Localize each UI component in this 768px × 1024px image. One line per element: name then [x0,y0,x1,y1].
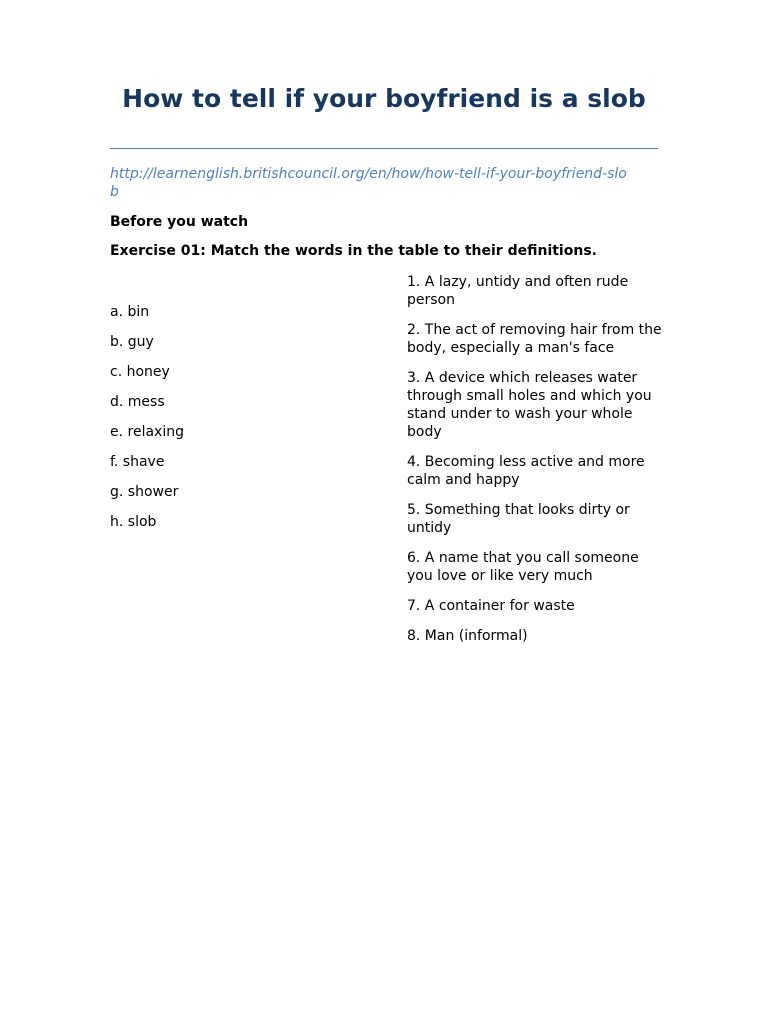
definition-item: 5. Something that looks dirty or untidy [407,502,630,536]
definition-list [407,273,662,657]
definition-item: 3. A device which releases water through small holes and which you stand under to wash your whole body [407,370,652,440]
exercise-heading: Exercise 01: Match the words in the table to their definitions. [110,243,597,259]
word-item: b. guy [110,334,154,350]
definition-item: 1. A lazy, untidy and often rude person [407,274,629,308]
word-item: h. slob [110,514,157,530]
definition-item: 8. Man (informal) [407,628,528,644]
word-item: d. mess [110,394,165,410]
word-item: c. honey [110,364,170,380]
definition-item: 2. The act of removing hair from the body, especially a man's face [407,322,662,356]
title-divider [110,148,658,149]
definition-item: 6. A name that you call someone you love or like very much [407,550,639,584]
word-item: f. shave [110,454,165,470]
word-list [110,303,370,543]
page-title: How to tell if your boyfriend is a slob [122,84,646,113]
definition-item: 4. Becoming less active and more calm and happy [407,454,645,488]
section-heading: Before you watch [110,214,249,230]
word-item: g. shower [110,484,179,500]
word-item: a. bin [110,304,150,320]
source-link[interactable]: http://learnenglish.britishcouncil.org/en/how/how-tell-if-your-boyfriend-slob [110,166,627,200]
definition-item: 7. A container for waste [407,598,575,614]
word-item: e. relaxing [110,424,184,440]
